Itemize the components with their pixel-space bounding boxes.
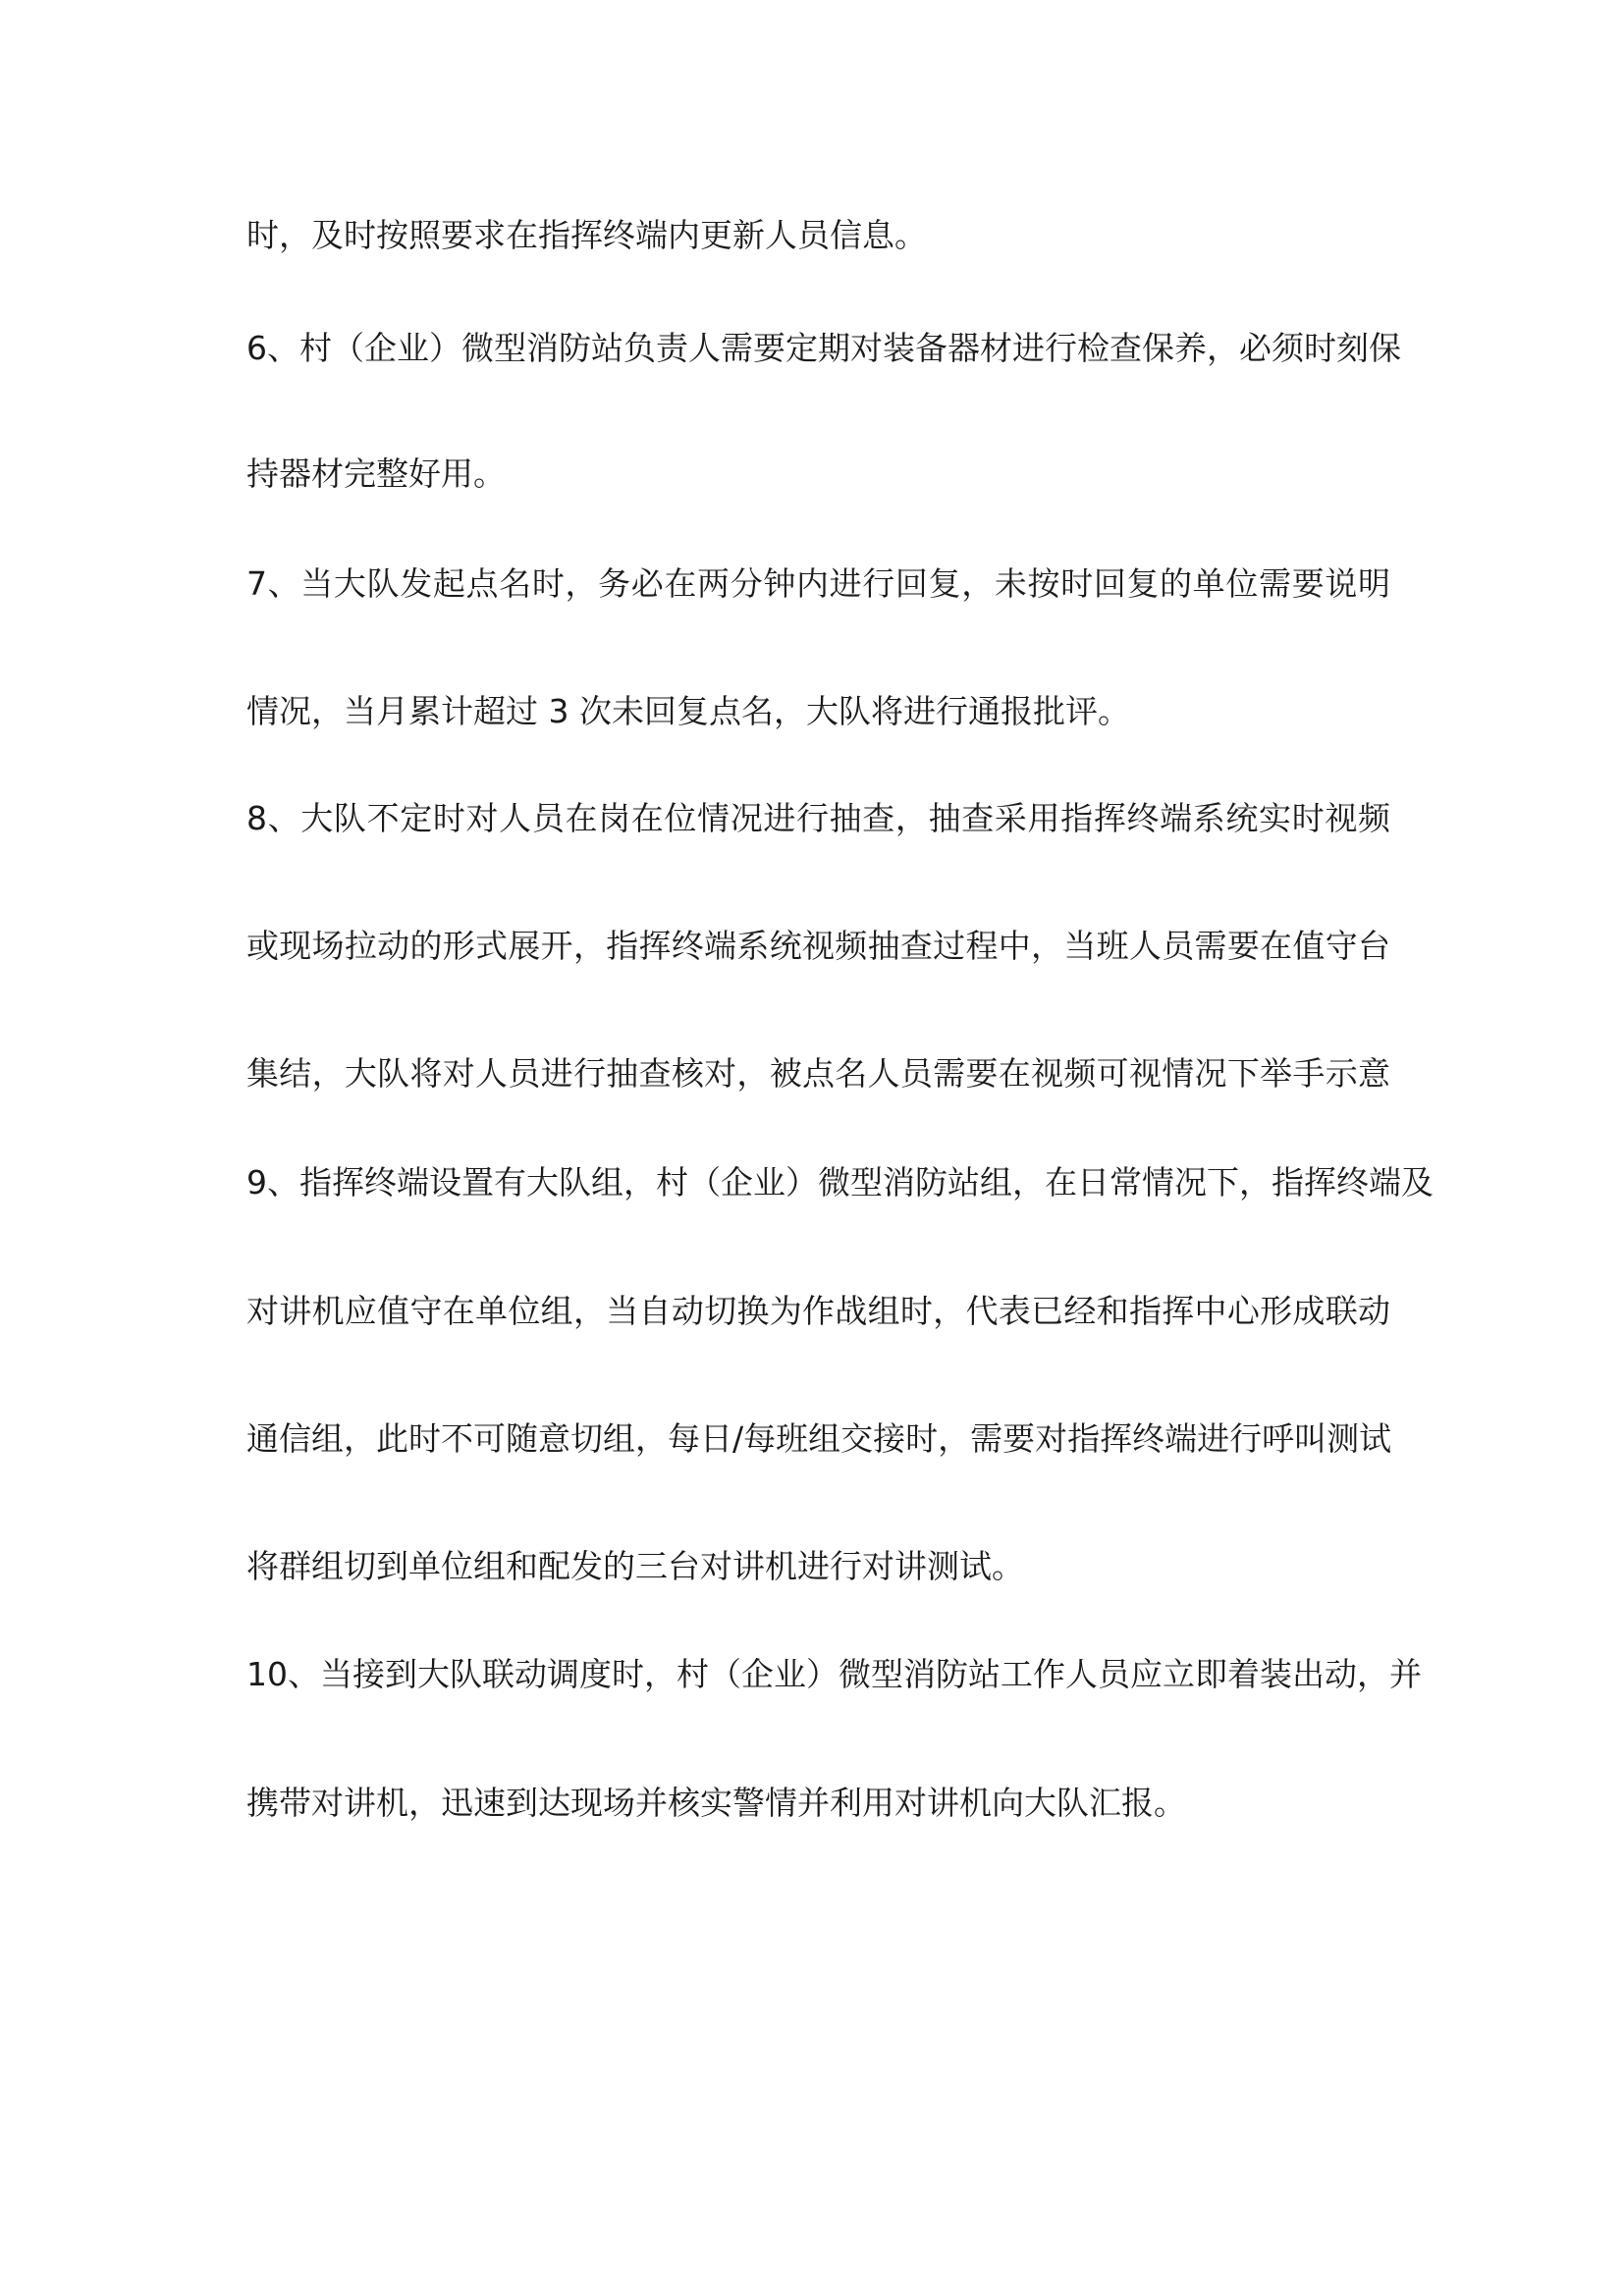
text-line-1: 时，及时按照要求在指挥终端内更新人员信息。: [246, 216, 927, 254]
text-line-11: 通信组，此时不可随意切组，每日/每班组交接时，需要对指挥终端进行呼叫测试: [246, 1419, 1392, 1458]
text-line-9: 9、指挥终端设置有大队组，村（企业）微型消防站组，在日常情况下，指挥终端及: [246, 1163, 1434, 1201]
text-line-3: 持器材完整好用。: [246, 454, 506, 493]
text-line-2: 6、村（企业）微型消防站负责人需要定期对装备器材进行检查保养，必须时刻保: [246, 329, 1401, 367]
text-line-5: 情况，当月累计超过 3 次未回复点名，大队将进行通报批评。: [246, 692, 1130, 730]
text-line-7: 或现场拉动的形式展开，指挥终端系统视频抽查过程中，当班人员需要在值守台: [246, 927, 1390, 965]
text-line-10: 对讲机应值守在单位组，当自动切换为作战组时，代表已经和指挥中心形成联动: [246, 1292, 1390, 1330]
text-line-12: 将群组切到单位组和配发的三台对讲机进行对讲测试。: [246, 1547, 1024, 1585]
text-line-4: 7、当大队发起点名时，务必在两分钟内进行回复，未按时回复的单位需要说明: [246, 564, 1390, 603]
text-line-14: 携带对讲机，迅速到达现场并核实警情并利用对讲机向大队汇报。: [246, 1784, 1186, 1822]
text-line-8: 集结，大队将对人员进行抽查核对，被点名人员需要在视频可视情况下举手示意: [246, 1054, 1390, 1093]
text-line-6: 8、大队不定时对人员在岗在位情况进行抽查，抽查采用指挥终端系统实时视频: [246, 799, 1390, 837]
text-line-13: 10、当接到大队联动调度时，村（企业）微型消防站工作人员应立即着装出动，并: [246, 1655, 1422, 1693]
